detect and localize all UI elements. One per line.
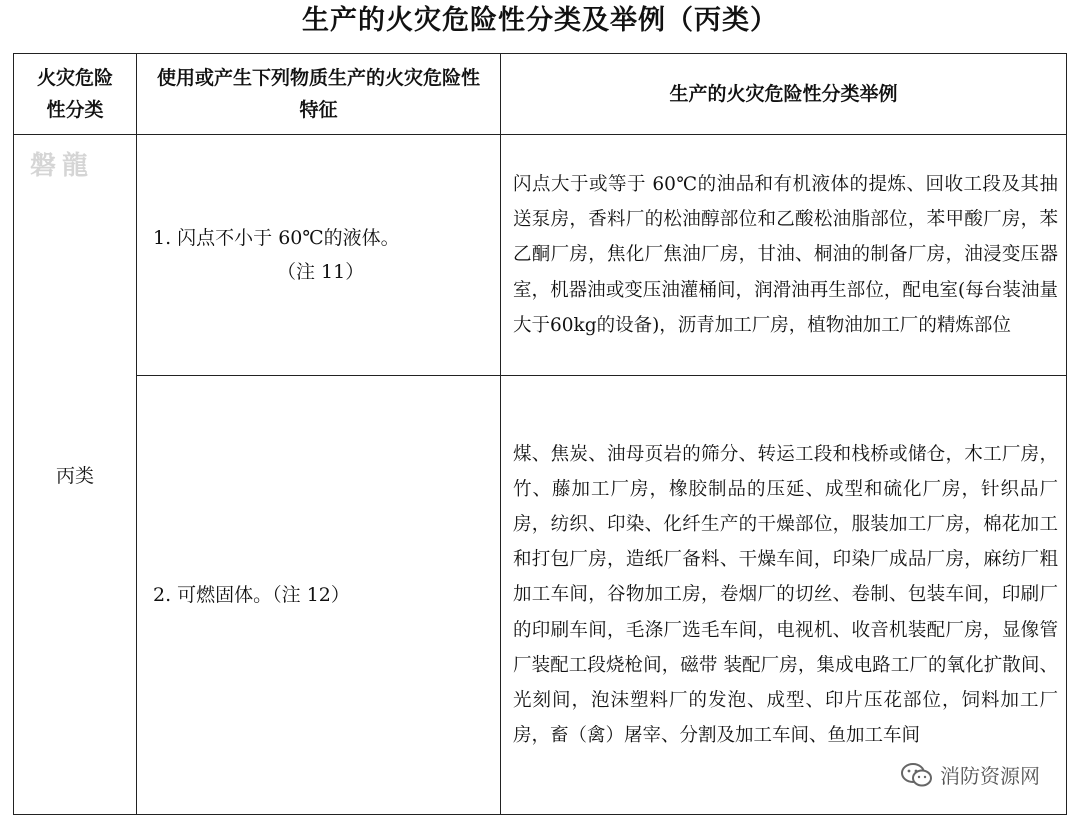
page-title: 生产的火灾危险性分类及举例（丙类） bbox=[302, 5, 778, 36]
table-row bbox=[14, 135, 1067, 376]
watermark-source bbox=[896, 760, 1044, 789]
example-cell: 闪点大于或等于 60℃的油品和有机液体的提炼、回收工段及其抽送泵房，香料厂的松油醇部位和乙酸松油脂部位，苯甲酸厂房，苯乙酮厂房，焦化厂焦油厂房，甘油、桐油的制备厂房，油浸变压器室，机器油或变压油灌桶间，润滑油再生部位，配电室(每台装油量大于60kg的设备)，沥青加工厂房，植物油加工厂的精炼部位 bbox=[501, 135, 1067, 376]
feature-text: 2. 可燃固体。（注 12） bbox=[153, 584, 350, 606]
feature-text: 1. 闪点不小于 60℃的液体。 bbox=[153, 227, 400, 249]
header-feature: 使用或产生下列物质生产的火灾危险性特征 bbox=[137, 54, 501, 135]
watermark-source-text: 消防资源网 bbox=[940, 764, 1040, 788]
header-category: 火灾危险性分类 bbox=[14, 54, 137, 135]
table-header-row bbox=[14, 54, 1067, 135]
category-cell: 丙类 bbox=[14, 135, 137, 815]
watermark-logo-text: 磐龍 bbox=[30, 151, 95, 181]
header-example: 生产的火灾危险性分类举例 bbox=[501, 54, 1067, 135]
feature-cell bbox=[137, 135, 501, 376]
fire-hazard-table bbox=[13, 53, 1067, 815]
table-row bbox=[14, 376, 1067, 815]
feature-cell bbox=[137, 376, 501, 815]
example-cell: 煤、焦炭、油母页岩的筛分、转运工段和栈桥或储仓，木工厂房，竹、藤加工厂房，橡胶制品的压延、成型和硫化厂房，针织品厂房，纺织、印染、化纤生产的干燥部位，服装加工厂房，棉花加工和打包厂房，造纸厂备料、干燥车间，印染厂成品厂房，麻纺厂粗加工车间，谷物加工房，卷烟厂的切丝、卷制、包装车间，印刷厂的印刷车间，毛涤厂选毛车间，电视机、收音机装配厂房，显像管厂装配工段烧枪间，磁带 装配厂房，集成电路工厂的氧化扩散间、光刻间，泡沫塑料厂的发泡、成型、印片压花部位，饲料加工厂房，畜（禽）屠宰、分割及加工车间、鱼加工车间 bbox=[501, 376, 1067, 815]
feature-note: （注 11） bbox=[277, 261, 365, 283]
wechat-icon bbox=[900, 762, 934, 788]
